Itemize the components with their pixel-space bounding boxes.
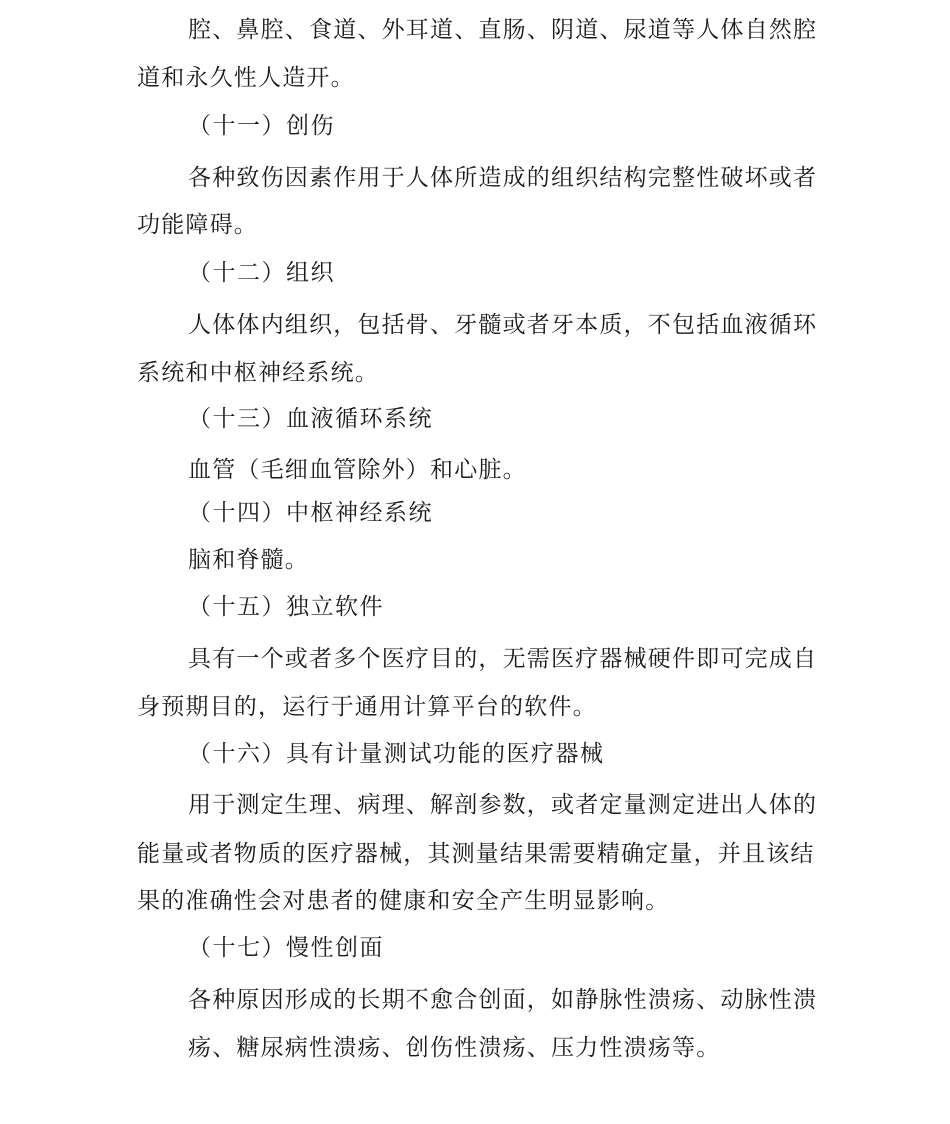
paragraph-line: 具有一个或者多个医疗目的，无需医疗器械硬件即可完成自: [188, 646, 818, 672]
section-heading: （十一）创伤: [188, 113, 335, 139]
paragraph-line: 各种原因形成的长期不愈合创面，如静脉性溃疡、动脉性溃: [188, 987, 818, 1013]
section-heading: （十五）独立软件: [188, 594, 384, 620]
section-heading: （十二）组织: [188, 260, 335, 286]
paragraph-line: 脑和脊髓。: [188, 547, 309, 573]
paragraph-line: 血管（毛细血管除外）和心脏。: [188, 457, 527, 483]
section-heading: （十三）血液循环系统: [188, 406, 433, 432]
paragraph-line: 腔、鼻腔、食道、外耳道、直肠、阴道、尿道等人体自然腔: [188, 17, 818, 43]
section-heading: （十四）中枢神经系统: [188, 500, 433, 526]
section-heading: （十七）慢性创面: [188, 935, 384, 961]
paragraph-line: 人体体内组织，包括骨、牙髓或者牙本质，不包括血液循环: [188, 312, 818, 338]
paragraph-line: 用于测定生理、病理、解剖参数，或者定量测定进出人体的: [188, 792, 818, 818]
paragraph-line: 功能障碍。: [137, 212, 258, 238]
paragraph-line: 身预期目的，运行于通用计算平台的软件。: [137, 694, 597, 720]
paragraph-line: 疡、糖尿病性溃疡、创伤性溃疡、压力性溃疡等。: [188, 1035, 721, 1061]
paragraph-line: 道和永久性人造开。: [137, 65, 355, 91]
paragraph-line: 各种致伤因素作用于人体所造成的组织结构完整性破坏或者: [188, 165, 818, 191]
paragraph-line: 果的准确性会对患者的健康和安全产生明显影响。: [137, 888, 670, 914]
section-heading: （十六）具有计量测试功能的医疗器械: [188, 741, 605, 767]
paragraph-line: 系统和中枢神经系统。: [137, 360, 379, 386]
paragraph-line: 能量或者物质的医疗器械，其测量结果需要精确定量，并且该结: [137, 841, 815, 867]
